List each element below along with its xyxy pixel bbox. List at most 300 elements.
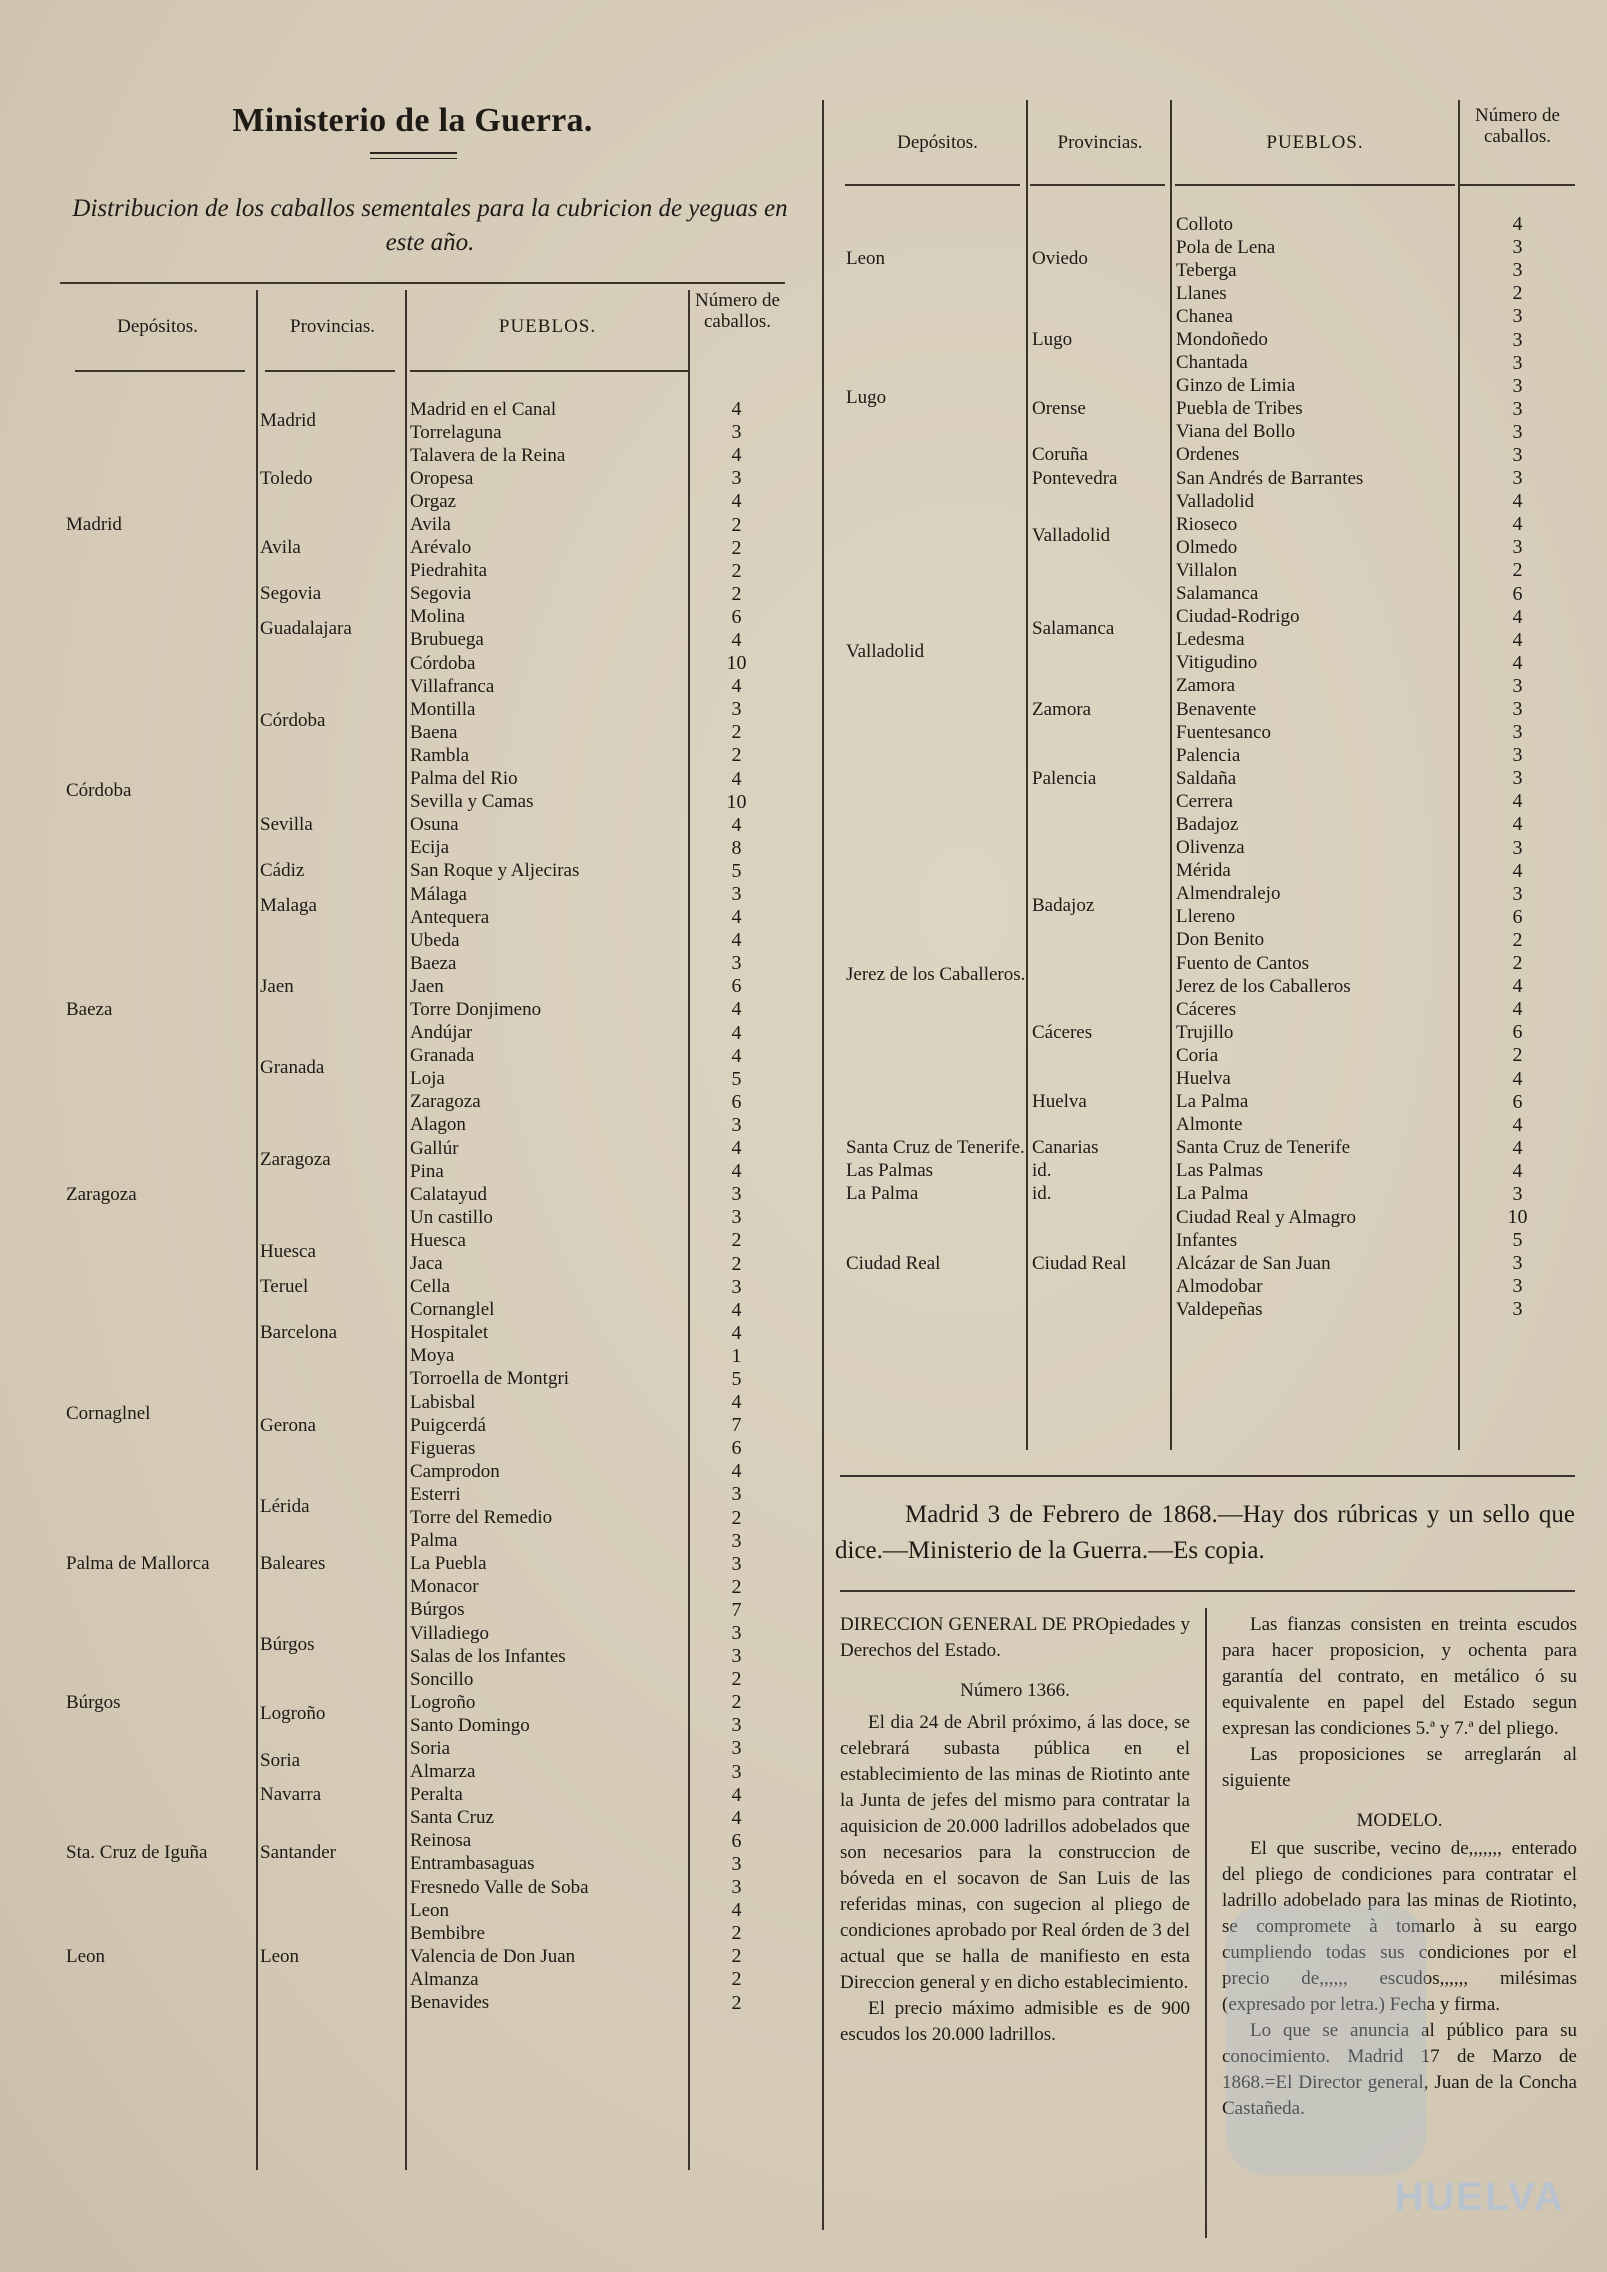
notice-heading: DIRECCION GENERAL DE PROpiedades y Derechos del Estado. <box>840 1614 1190 1661</box>
deposito-cell: La Palma <box>846 1183 919 1205</box>
pueblo-cell: Chanea <box>1176 305 1233 327</box>
caballos-count-cell: 2 <box>1512 559 1523 582</box>
pueblo-cell: Madrid en el Canal <box>410 398 557 420</box>
pueblo-cell: Avila <box>410 514 451 536</box>
caballos-count-cell: 2 <box>731 1575 742 1598</box>
header-depositos-right: Depósitos. <box>897 132 978 153</box>
caballos-count-cell: 5 <box>731 1067 742 1090</box>
pueblo-cell: Cáceres <box>1176 998 1237 1020</box>
pueblo-cell: Villafranca <box>410 675 495 697</box>
caballos-count-cell: 8 <box>731 836 742 859</box>
header-rule <box>410 370 690 372</box>
pueblo-cell: Brubuega <box>410 629 484 651</box>
caballos-count-cell: 4 <box>731 813 742 836</box>
pueblo-cell: Piedrahita <box>410 560 488 582</box>
provincia-cell: Sevilla <box>260 814 313 836</box>
pueblo-cell: Santa Cruz <box>410 1807 494 1829</box>
header-numero-right: Número de caballos. <box>1475 105 1560 147</box>
pueblo-cell: Soria <box>410 1737 451 1759</box>
provincia-cell: Valladolid <box>1032 525 1111 547</box>
header-pueblos-right: PUEBLOS. <box>1266 132 1364 153</box>
provincia-cell: Huesca <box>260 1241 316 1263</box>
pueblo-cell: Vitigudino <box>1176 652 1258 674</box>
deposito-cell: Valladolid <box>846 640 925 662</box>
caballos-count-cell: 3 <box>731 1275 742 1298</box>
caballos-count-cell: 6 <box>1512 905 1523 928</box>
pueblo-cell: Reinosa <box>410 1830 472 1852</box>
table-row <box>840 213 1575 236</box>
header-provincias-right: Provincias. <box>1057 132 1143 153</box>
pueblo-cell: Almarza <box>410 1761 476 1783</box>
caballos-count-cell: 4 <box>1512 998 1523 1021</box>
table-top-rule <box>60 282 785 284</box>
pueblo-cell: Fuento de Cantos <box>1176 952 1309 974</box>
pueblo-cell: Oropesa <box>410 467 474 489</box>
pueblo-cell: Chantada <box>1176 352 1248 374</box>
pueblo-cell: Olmedo <box>1176 536 1238 558</box>
caballos-count-cell: 4 <box>1512 1113 1523 1136</box>
pueblo-cell: Puebla de Tribes <box>1176 398 1303 420</box>
provincia-cell: Cádiz <box>260 860 305 882</box>
provincia-cell: Canarias <box>1032 1137 1099 1159</box>
caballos-count-cell: 4 <box>731 1021 742 1044</box>
provincia-cell: Pontevedra <box>1032 467 1118 489</box>
table-row <box>840 813 1575 836</box>
notice-paragraph: Las fianzas consisten en treinta escudos para hacer proposicion, y ochenta para garantía del contrato, en metálico ó su equivalente en papel del Estado segun expresan las condiciones 5.ª y 7.ª del pliego. <box>1222 1614 1577 1739</box>
pueblo-cell: Córdoba <box>410 652 476 674</box>
provincia-cell: Ciudad Real <box>1032 1252 1127 1274</box>
caballos-count-cell: 3 <box>731 952 742 975</box>
table-row <box>60 1807 785 1830</box>
caballos-count-cell: 7 <box>731 1598 742 1621</box>
pueblo-cell: Mérida <box>1176 860 1231 882</box>
provincia-cell: Lugo <box>1032 329 1073 351</box>
caballos-count-cell: 4 <box>1512 605 1523 628</box>
pueblo-cell: Badajoz <box>1176 813 1239 835</box>
ministry-title: Ministerio de la Guerra. <box>232 102 593 139</box>
caballos-count-cell: 4 <box>731 1298 742 1321</box>
caballos-count-cell: 2 <box>731 536 742 559</box>
caballos-count-cell: 3 <box>1512 1182 1523 1205</box>
caballos-count-cell: 4 <box>1512 490 1523 513</box>
caballos-count-cell: 3 <box>1512 374 1523 397</box>
caballos-count-cell: 6 <box>731 605 742 628</box>
pueblo-cell: Camprodon <box>410 1460 500 1482</box>
caballos-count-cell: 6 <box>1512 1090 1523 1113</box>
pueblo-cell: Moya <box>410 1345 455 1367</box>
caballos-count-cell: 6 <box>731 1090 742 1113</box>
caballos-count-cell: 2 <box>1512 952 1523 975</box>
caballos-count-cell: 4 <box>731 1321 742 1344</box>
pueblo-cell: Figueras <box>410 1437 476 1459</box>
caballos-count-cell: 7 <box>731 1414 742 1437</box>
caballos-count-cell: 2 <box>731 1991 742 2014</box>
pueblo-cell: Ciudad-Rodrigo <box>1176 606 1300 628</box>
pueblo-cell: Villadiego <box>410 1622 490 1644</box>
caballos-count-cell: 3 <box>731 1113 742 1136</box>
caballos-count-cell: 3 <box>1512 698 1523 721</box>
pueblo-cell: Loja <box>410 1068 445 1090</box>
table-row <box>840 305 1575 328</box>
caballos-count-cell: 3 <box>731 1206 742 1229</box>
table-row <box>840 1137 1575 1160</box>
pueblo-cell: Benavides <box>410 1992 490 2014</box>
caballos-count-cell: 4 <box>1512 513 1523 536</box>
pueblo-cell: Torre del Remedio <box>410 1507 553 1529</box>
provincia-cell: Malaga <box>260 895 317 917</box>
pueblo-cell: Cella <box>410 1276 451 1298</box>
table-row <box>840 1206 1575 1229</box>
caballos-count-cell: 4 <box>1512 651 1523 674</box>
header-rule <box>1460 184 1575 186</box>
pueblo-cell: Andújar <box>410 1022 473 1044</box>
distribution-table-left <box>60 398 785 2015</box>
notice-paragraph: El precio máximo admisible es de 900 escudos los 20.000 ladrillos. <box>840 1998 1190 2045</box>
caballos-count-cell: 2 <box>1512 282 1523 305</box>
pueblo-cell: Almodobar <box>1176 1275 1263 1297</box>
caballos-count-cell: 5 <box>731 1367 742 1390</box>
table-row <box>60 929 785 952</box>
dateline: Madrid 3 de Febrero de 1868.—Hay dos rúbricas y un sello que dice.—Ministerio de la Guerra.—Es copia. <box>835 1501 1575 1564</box>
deposito-cell: Baeza <box>66 998 113 1020</box>
pueblo-cell: Jerez de los Caballeros <box>1176 975 1351 997</box>
caballos-count-cell: 2 <box>731 721 742 744</box>
caballos-count-cell: 3 <box>731 1645 742 1668</box>
notice-paragraph: Lo que se anuncia al público para su conocimiento. Madrid 17 de Marzo de 1868.=El Director general, Juan de la Concha Castañeda. <box>1222 2020 1577 2119</box>
table-row <box>60 1530 785 1553</box>
provincia-cell: Cáceres <box>1032 1021 1093 1043</box>
caballos-count-cell: 4 <box>731 1160 742 1183</box>
column-divider <box>822 100 824 2230</box>
header-depositos: Depósitos. <box>117 316 198 337</box>
caballos-count-cell: 3 <box>731 1852 742 1875</box>
pueblo-cell: Baena <box>410 721 458 743</box>
caballos-count-cell: 6 <box>731 1829 742 1852</box>
caballos-count-cell: 3 <box>1512 882 1523 905</box>
caballos-count-cell: 2 <box>1512 928 1523 951</box>
caballos-count-cell: 4 <box>1512 1067 1523 1090</box>
notice-column-1 <box>840 1612 1190 2048</box>
deposito-cell: Lugo <box>846 386 887 408</box>
caballos-count-cell: 2 <box>731 559 742 582</box>
caballos-count-cell: 4 <box>1512 1159 1523 1182</box>
deposito-cell: Zaragoza <box>66 1183 137 1205</box>
section-rule <box>840 1475 1575 1477</box>
pueblo-cell: Valdepeñas <box>1176 1298 1263 1320</box>
caballos-count-cell: 4 <box>731 929 742 952</box>
archive-seal-watermark <box>1226 1905 1426 2175</box>
pueblo-cell: Almendralejo <box>1176 883 1281 905</box>
pueblo-cell: La Palma <box>1176 1091 1249 1113</box>
column-divider <box>1205 1608 1207 2238</box>
caballos-count-cell: 3 <box>731 1529 742 1552</box>
caballos-count-cell: 3 <box>1512 744 1523 767</box>
pueblo-cell: Coria <box>1176 1044 1219 1066</box>
title-rule <box>370 158 457 159</box>
pueblo-cell: Logroño <box>410 1691 476 1713</box>
caballos-count-cell: 3 <box>1512 721 1523 744</box>
pueblo-cell: Un castillo <box>410 1206 493 1228</box>
provincia-cell: Orense <box>1032 398 1086 420</box>
pueblo-cell: Palencia <box>1176 744 1241 766</box>
pueblo-cell: Zamora <box>1176 675 1236 697</box>
provincia-cell: Granada <box>260 1056 325 1078</box>
pueblo-cell: Pina <box>410 1160 444 1182</box>
caballos-count-cell: 3 <box>1512 351 1523 374</box>
caballos-count-cell: 3 <box>1512 420 1523 443</box>
caballos-count-cell: 6 <box>1512 582 1523 605</box>
caballos-count-cell: 4 <box>731 1899 742 1922</box>
pueblo-cell: Colloto <box>1176 213 1234 235</box>
provincia-cell: Madrid <box>260 410 316 432</box>
pueblo-cell: Antequera <box>410 906 490 928</box>
pueblo-cell: Llanes <box>1176 282 1227 304</box>
caballos-count-cell: 3 <box>731 467 742 490</box>
table-row <box>60 398 785 421</box>
pueblo-cell: Cerrera <box>1176 790 1233 812</box>
caballos-count-cell: 10 <box>1507 1206 1528 1229</box>
caballos-count-cell: 3 <box>1512 1275 1523 1298</box>
caballos-count-cell: 4 <box>731 998 742 1021</box>
provincia-cell: Guadalajara <box>260 617 352 639</box>
pueblo-cell: Puigcerdá <box>410 1414 486 1436</box>
provincia-cell: Teruel <box>260 1276 309 1298</box>
pueblo-cell: Infantes <box>1176 1229 1238 1251</box>
caballos-count-cell: 2 <box>731 1229 742 1252</box>
pueblo-cell: Torroella de Montgri <box>410 1368 570 1390</box>
deposito-cell: Búrgos <box>66 1691 121 1713</box>
pueblo-cell: Huelva <box>1176 1068 1231 1090</box>
caballos-count-cell: 4 <box>731 444 742 467</box>
pueblo-cell: Santo Domingo <box>410 1714 530 1736</box>
caballos-count-cell: 4 <box>731 1044 742 1067</box>
pueblo-cell: San Roque y Aljeciras <box>410 860 580 882</box>
archive-watermark-text: HUELVA <box>1394 2175 1565 2219</box>
provincia-cell: Zaragoza <box>260 1149 331 1171</box>
provincia-cell: Lérida <box>260 1495 310 1517</box>
notice-modelo: MODELO. <box>1356 1810 1443 1831</box>
caballos-count-cell: 2 <box>731 744 742 767</box>
provincia-cell: Barcelona <box>260 1322 338 1344</box>
pueblo-cell: Leon <box>410 1899 450 1921</box>
caballos-count-cell: 3 <box>1512 536 1523 559</box>
provincia-cell: Jaen <box>260 975 294 997</box>
pueblo-cell: Baeza <box>410 952 457 974</box>
pueblo-cell: Hospitalet <box>410 1322 489 1344</box>
pueblo-cell: Esterri <box>410 1483 461 1505</box>
caballos-count-cell: 3 <box>1512 305 1523 328</box>
caballos-count-cell: 3 <box>1512 328 1523 351</box>
caballos-count-cell: 4 <box>731 675 742 698</box>
pueblo-cell: Arévalo <box>410 537 472 559</box>
caballos-count-cell: 3 <box>731 698 742 721</box>
caballos-count-cell: 10 <box>726 652 747 675</box>
caballos-count-cell: 3 <box>731 1552 742 1575</box>
pueblo-cell: Granada <box>410 1045 475 1067</box>
deposito-cell: Cornaglnel <box>66 1403 151 1425</box>
provincia-cell: Salamanca <box>1032 617 1115 639</box>
table-row <box>60 1299 785 1322</box>
caballos-count-cell: 4 <box>731 1391 742 1414</box>
provincia-cell: Coruña <box>1032 444 1088 466</box>
deposito-cell: Madrid <box>66 514 122 536</box>
pueblo-cell: Ecija <box>410 837 450 859</box>
pueblo-cell: Rambla <box>410 744 470 766</box>
header-rule <box>1030 184 1165 186</box>
provincia-cell: Huelva <box>1032 1091 1087 1113</box>
pueblo-cell: Salas de los Infantes <box>410 1645 566 1667</box>
header-numero: Número de caballos. <box>695 290 780 332</box>
pueblo-cell: Valladolid <box>1176 490 1255 512</box>
notice-number: Número 1366. <box>960 1680 1070 1701</box>
pueblo-cell: Orgaz <box>410 490 457 512</box>
pueblo-cell: Viana del Bollo <box>1176 421 1296 443</box>
caballos-count-cell: 3 <box>1512 1298 1523 1321</box>
provincia-cell: Baleares <box>260 1553 326 1575</box>
subtitle: Distribucion de los caballos sementales para la cubricion de yeguas en este año. <box>72 195 788 256</box>
header-rule <box>845 184 1020 186</box>
caballos-count-cell: 3 <box>1512 1252 1523 1275</box>
pueblo-cell: Labisbal <box>410 1391 476 1413</box>
pueblo-cell: Cornanglel <box>410 1299 495 1321</box>
pueblo-cell: Bembibre <box>410 1922 485 1944</box>
table-row <box>60 652 785 675</box>
provincia-cell: Soria <box>260 1749 301 1771</box>
header-rule <box>75 370 245 372</box>
table-row <box>840 1183 1575 1206</box>
pueblo-cell: Montilla <box>410 698 476 720</box>
pueblo-cell: Mondoñedo <box>1176 329 1268 351</box>
pueblo-cell: Pola de Lena <box>1176 236 1276 258</box>
caballos-count-cell: 4 <box>731 1806 742 1829</box>
caballos-count-cell: 4 <box>1512 1136 1523 1159</box>
pueblo-cell: Jaen <box>410 975 444 997</box>
provincia-cell: Zamora <box>1032 698 1092 720</box>
caballos-count-cell: 3 <box>1512 767 1523 790</box>
caballos-count-cell: 2 <box>731 513 742 536</box>
caballos-count-cell: 4 <box>731 767 742 790</box>
provincia-cell: Oviedo <box>1032 248 1088 270</box>
pueblo-cell: Calatayud <box>410 1183 488 1205</box>
caballos-count-cell: 2 <box>731 1668 742 1691</box>
provincia-cell: id. <box>1032 1183 1052 1205</box>
title-rule <box>370 152 457 154</box>
provincia-cell: Segovia <box>260 583 322 605</box>
provincia-cell: Logroño <box>260 1703 326 1725</box>
caballos-count-cell: 3 <box>1512 836 1523 859</box>
deposito-cell: Santa Cruz de Tenerife. <box>846 1137 1025 1159</box>
provincia-cell: id. <box>1032 1160 1052 1182</box>
deposito-cell: Ciudad Real <box>846 1252 941 1274</box>
table-row <box>60 1899 785 1922</box>
pueblo-cell: Santa Cruz de Tenerife <box>1176 1137 1350 1159</box>
pueblo-cell: Molina <box>410 606 465 628</box>
deposito-cell: Jerez de los Caballeros. <box>846 964 1026 986</box>
pueblo-cell: Palma <box>410 1530 458 1552</box>
caballos-count-cell: 6 <box>731 975 742 998</box>
distribution-table-right <box>840 213 1575 1322</box>
caballos-count-cell: 3 <box>1512 674 1523 697</box>
caballos-count-cell: 3 <box>1512 259 1523 282</box>
caballos-count-cell: 3 <box>1512 467 1523 490</box>
table-row <box>60 1091 785 1114</box>
caballos-count-cell: 2 <box>1512 1044 1523 1067</box>
pueblo-cell: Ciudad Real y Almagro <box>1176 1206 1356 1228</box>
pueblo-cell: Rioseco <box>1176 513 1238 535</box>
caballos-count-cell: 3 <box>731 883 742 906</box>
pueblo-cell: Torrelaguna <box>410 421 502 443</box>
pueblo-cell: Osuna <box>410 814 459 836</box>
pueblo-cell: Saldaña <box>1176 767 1237 789</box>
caballos-count-cell: 3 <box>731 1483 742 1506</box>
caballos-count-cell: 4 <box>1512 975 1523 998</box>
caballos-count-cell: 6 <box>1512 1021 1523 1044</box>
caballos-count-cell: 4 <box>731 1460 742 1483</box>
caballos-count-cell: 3 <box>731 1183 742 1206</box>
caballos-count-cell: 2 <box>731 582 742 605</box>
deposito-cell: Palma de Mallorca <box>66 1553 210 1575</box>
caballos-count-cell: 4 <box>1512 213 1523 236</box>
notice-paragraph: Las proposiciones se arreglarán al siguiente <box>1222 1744 1577 1791</box>
pueblo-cell: Olivenza <box>1176 837 1245 859</box>
caballos-count-cell: 3 <box>731 1737 742 1760</box>
pueblo-cell: Talavera de la Reina <box>410 444 566 466</box>
caballos-count-cell: 4 <box>1512 813 1523 836</box>
pueblo-cell: Fuentesanco <box>1176 721 1271 743</box>
provincia-cell: Leon <box>260 1945 300 1967</box>
caballos-count-cell: 4 <box>731 906 742 929</box>
pueblo-cell: Ordenes <box>1176 444 1240 466</box>
caballos-count-cell: 2 <box>731 1506 742 1529</box>
provincia-cell: Avila <box>260 537 301 559</box>
header-pueblos: PUEBLOS. <box>498 316 597 337</box>
pueblo-cell: La Puebla <box>410 1553 487 1575</box>
deposito-cell: Las Palmas <box>846 1160 934 1182</box>
pueblo-cell: Monacor <box>410 1576 479 1598</box>
caballos-count-cell: 4 <box>731 1137 742 1160</box>
caballos-count-cell: 5 <box>731 859 742 882</box>
caballos-count-cell: 10 <box>726 790 747 813</box>
caballos-count-cell: 4 <box>731 628 742 651</box>
pueblo-cell: Villalon <box>1176 559 1238 581</box>
notice-paragraph: El que suscribe, vecino de,,,,,,, enterado del pliego de condiciones para contratar el ladrillo adobelado para las minas de Riotinto, se compromete à tomarlo à su eargo cumpliendo todas sus condiciones por el precio de,,,,,, escudos,,,,,, milésimas (expresado por letra.) Fecha y firma. <box>1222 1838 1577 2015</box>
provincia-cell: Navarra <box>260 1784 322 1806</box>
pueblo-cell: Huesca <box>410 1229 466 1251</box>
caballos-count-cell: 3 <box>731 1760 742 1783</box>
header-rule <box>265 370 395 372</box>
pueblo-cell: Alcázar de San Juan <box>1176 1252 1331 1274</box>
caballos-count-cell: 1 <box>731 1344 742 1367</box>
caballos-count-cell: 4 <box>731 490 742 513</box>
pueblo-cell: Benavente <box>1176 698 1257 720</box>
provincia-cell: Santander <box>260 1841 336 1863</box>
caballos-count-cell: 2 <box>731 1252 742 1275</box>
deposito-cell: Córdoba <box>66 779 132 801</box>
pueblo-cell: Fresnedo Valle de Soba <box>410 1876 589 1898</box>
deposito-cell: Leon <box>66 1945 106 1967</box>
caballos-count-cell: 3 <box>731 421 742 444</box>
header-provincias: Provincias. <box>290 316 375 337</box>
pueblo-cell: Llereno <box>1176 906 1236 928</box>
pueblo-cell: Málaga <box>410 883 467 905</box>
pueblo-cell: Gallúr <box>410 1137 459 1159</box>
deposito-cell: Leon <box>846 248 886 270</box>
header-rule <box>1175 184 1455 186</box>
caballos-count-cell: 6 <box>731 1437 742 1460</box>
pueblo-cell: Jaca <box>410 1253 443 1275</box>
pueblo-cell: Segovia <box>410 583 472 605</box>
pueblo-cell: San Andrés de Barrantes <box>1176 467 1364 489</box>
